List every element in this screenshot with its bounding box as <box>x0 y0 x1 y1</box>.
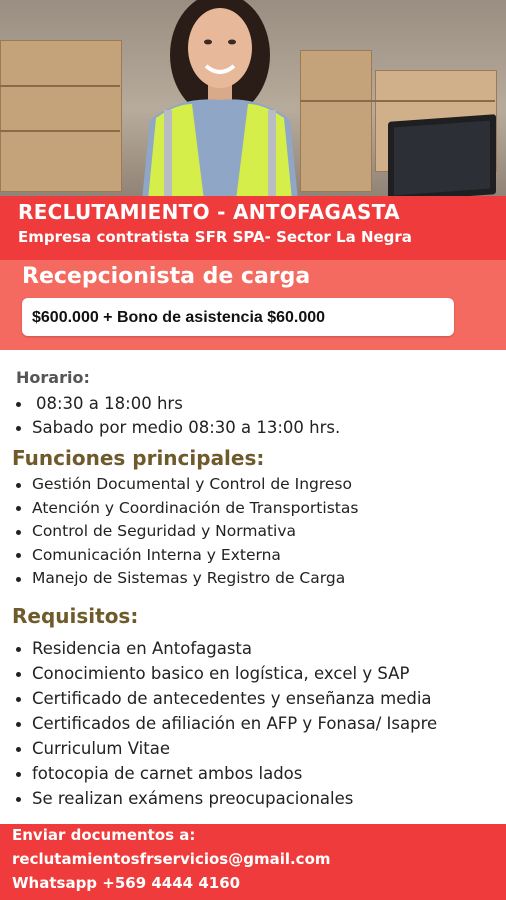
computer-monitor <box>388 114 496 200</box>
list-item: Comunicación Interna y Externa <box>14 544 358 568</box>
horario-label: Horario: <box>16 368 90 387</box>
list-item: Curriculum Vitae <box>14 736 437 761</box>
salary-box <box>22 298 454 336</box>
footer-send-label: Enviar documentos a: <box>12 826 196 844</box>
job-title: Recepcionista de carga <box>22 264 311 289</box>
salary-text: $600.000 + Bono de asistencia $60.000 <box>32 309 326 326</box>
box-stack <box>0 40 122 192</box>
list-item: Conocimiento basico en logística, excel y SAP <box>14 661 437 686</box>
list-item: Se realizan exámens preocupacionales <box>14 786 437 811</box>
funciones-list <box>14 473 358 591</box>
requisitos-list <box>14 636 437 811</box>
requisitos-heading: Requisitos: <box>12 604 139 628</box>
list-item: Sabado por medio 08:30 a 13:00 hrs. <box>14 416 340 440</box>
worker-figure <box>120 0 310 200</box>
box-divider <box>0 130 120 132</box>
box-divider <box>300 100 495 102</box>
horario-list <box>14 392 340 440</box>
monitor-screen <box>394 121 490 196</box>
list-item: Atención y Coordinación de Transportistas <box>14 497 358 521</box>
box-divider <box>0 85 120 87</box>
contact-whatsapp[interactable]: Whatsapp +569 4444 4160 <box>12 874 241 892</box>
box-stack <box>300 50 372 192</box>
company-subtitle: Empresa contratista SFR SPA- Sector La Negra <box>18 228 412 246</box>
list-item: fotocopia de carnet ambos lados <box>14 761 437 786</box>
list-item: Manejo de Sistemas y Registro de Carga <box>14 567 358 591</box>
list-item: Certificados de afiliación en AFP y Fonasa/ Isapre <box>14 711 437 736</box>
list-item: 08:30 a 18:00 hrs <box>14 392 340 416</box>
list-item: Control de Seguridad y Normativa <box>14 520 358 544</box>
page-title: RECLUTAMIENTO - ANTOFAGASTA <box>18 200 400 224</box>
contact-email[interactable]: reclutamientosfrservicios@gmail.com <box>12 850 331 868</box>
warehouse-photo <box>0 0 506 200</box>
list-item: Residencia en Antofagasta <box>14 636 437 661</box>
list-item: Gestión Documental y Control de Ingreso <box>14 473 358 497</box>
funciones-heading: Funciones principales: <box>12 446 265 470</box>
list-item: Certificado de antecedentes y enseñanza media <box>14 686 437 711</box>
